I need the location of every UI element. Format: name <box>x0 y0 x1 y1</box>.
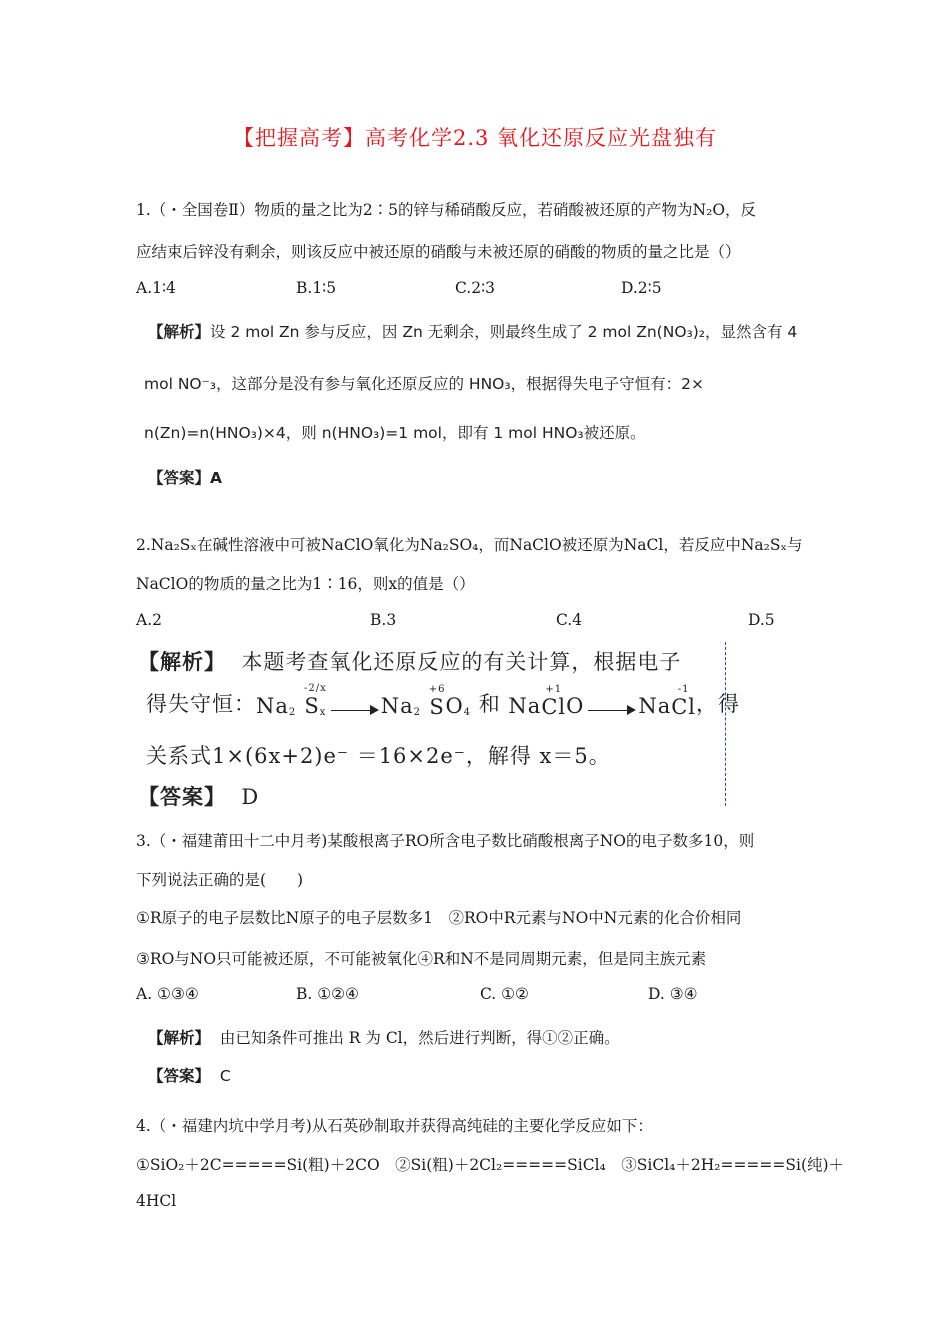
q2-analysis-text1: 本题考查氧化还原反应的有关计算，根据电子 <box>241 650 682 674</box>
reaction-arrow-1 <box>331 710 377 711</box>
q4-stem-line1: 4.（・福建内坑中学月考)从石英砂制取并获得高纯硅的主要化学反应如下： <box>136 1117 653 1135</box>
q3-answer-label: 【答案】 <box>148 1067 211 1085</box>
q3-option-a: A. ①③④ <box>136 985 199 1003</box>
q3-statement-line1: ①R原子的电子层数比N原子的电子层数多1 ②RO中R元素与NO中N元素的化合价相同 <box>136 909 742 927</box>
q1-option-a: A.1∶4 <box>136 279 176 297</box>
q1-analysis-line1 <box>148 320 797 342</box>
q1-answer-value: A <box>210 469 223 487</box>
q2-analysis-line3: 关系式1×(6x+2)e⁻ ＝16×2e⁻，解得 x＝5。 <box>146 744 611 768</box>
clm-oxidation-state: -1 Cl <box>671 684 697 719</box>
formula-na2sx: $Na_2$ <box>256 694 297 718</box>
page-title: 【把握高考】高考化学2.3 氧化还原反应光盘独有 <box>232 126 718 150</box>
q1-option-d: D.2∶5 <box>621 279 662 297</box>
q1-analysis-line3: n(Zn)=n(HNO₃)×4，则 n(HNO₃)=1 mol，即有 1 mol HNO₃被还原。 <box>144 424 646 442</box>
formula-naclo-na: Na <box>508 694 542 718</box>
cl1-oxidation-state: +1 Cl <box>541 684 567 719</box>
s6-oxidation-state: +6 S <box>428 684 446 719</box>
q2-answer-line <box>138 781 259 811</box>
q3-analysis-label: 【解析】 <box>148 1029 211 1047</box>
q1-option-b: B.1∶5 <box>296 279 337 297</box>
q1-answer-line <box>148 466 222 488</box>
formula-na2so4: $Na_2$ <box>380 694 421 718</box>
q2-analysis-line1 <box>138 646 681 676</box>
q3-analysis-text: 由已知条件可推出 R 为 Cl，然后进行判断，得①②正确。 <box>219 1029 620 1047</box>
q2-answer-value: D <box>241 785 260 809</box>
q2-equation-line <box>146 684 740 718</box>
q3-option-d: D. ③④ <box>648 985 698 1003</box>
q4-reaction-line: ①SiO₂＋2C=====Si(粗)＋2CO ②Si(粗)＋2Cl₂=====SiCl₄ ③SiCl₄＋2H₂=====Si(纯)＋ <box>136 1156 845 1174</box>
formula-o4: $O_4$ <box>445 694 472 718</box>
q3-stem-line2: 下列说法正确的是( ) <box>136 871 304 889</box>
q3-analysis-line <box>148 1026 620 1048</box>
q1-answer-label: 【答案】 <box>148 469 211 487</box>
q1-analysis-text1: 设 2 mol Zn 参与反应，因 Zn 无剩余，则最终生成了 2 mol Zn(NO₃)₂，显然含有 4 <box>210 323 798 341</box>
q3-answer-value: C <box>219 1067 231 1085</box>
q2-option-b: B.3 <box>370 611 397 629</box>
dashed-divider <box>725 642 726 806</box>
q2-answer-label: 【答案】 <box>138 785 226 809</box>
formula-naclo-o: O <box>566 694 585 718</box>
q2-stem-line2: NaClO的物质的量之比为1∶16，则x的值是（） <box>136 575 475 593</box>
reaction-arrow-2 <box>588 710 634 711</box>
q1-analysis-label: 【解析】 <box>148 323 211 341</box>
q3-statement-line2: ③RO与NO只可能被还原，不可能被氧化④R和N不是同周期元素，但是同主族元素 <box>136 950 707 968</box>
q2-option-d: D.5 <box>748 611 775 629</box>
q1-stem-line2: 应结束后锌没有剩余，则该反应中被还原的硝酸与未被还原的硝酸的物质的量之比是（） <box>136 243 741 261</box>
q3-stem-line1: 3.（・福建莆田十二中月考)某酸根离子RO所含电子数比硝酸根离子NO的电子数多10，则 <box>136 832 755 850</box>
q2-analysis-label: 【解析】 <box>138 650 226 674</box>
q3-option-c: C. ①② <box>480 985 529 1003</box>
q2-stem-line1: 2.Na₂Sₓ在碱性溶液中可被NaClO氧化为Na₂SO₄，而NaClO被还原为NaCl，若反应中Na₂Sₓ与 <box>136 536 803 554</box>
q2-analysis-prefix: 得失守恒： <box>146 692 256 716</box>
q1-analysis-line2: mol NO⁻₃，这部分是没有参与氧化还原反应的 HNO₃，根据得失电子守恒有：2× <box>144 375 704 393</box>
q1-stem-line1: 1.（・全国卷Ⅱ）物质的量之比为2∶5的锌与稀硝酸反应，若硝酸被还原的产物为N₂O，反 <box>136 201 757 219</box>
q1-option-c: C.2∶3 <box>455 279 495 297</box>
s-oxidation-state: -2/x $S_x$ <box>303 683 327 718</box>
formula-nacl-na: Na <box>638 694 672 718</box>
conjunction-and: 和 <box>478 692 501 716</box>
q3-answer-line <box>148 1064 231 1086</box>
q3-option-b: B. ①②④ <box>296 985 359 1003</box>
q2-option-c: C.4 <box>556 611 583 629</box>
q2-option-a: A.2 <box>136 611 162 629</box>
equation-tail: ，得 <box>696 692 741 716</box>
q4-reaction-continued: 4HCl <box>136 1192 177 1210</box>
